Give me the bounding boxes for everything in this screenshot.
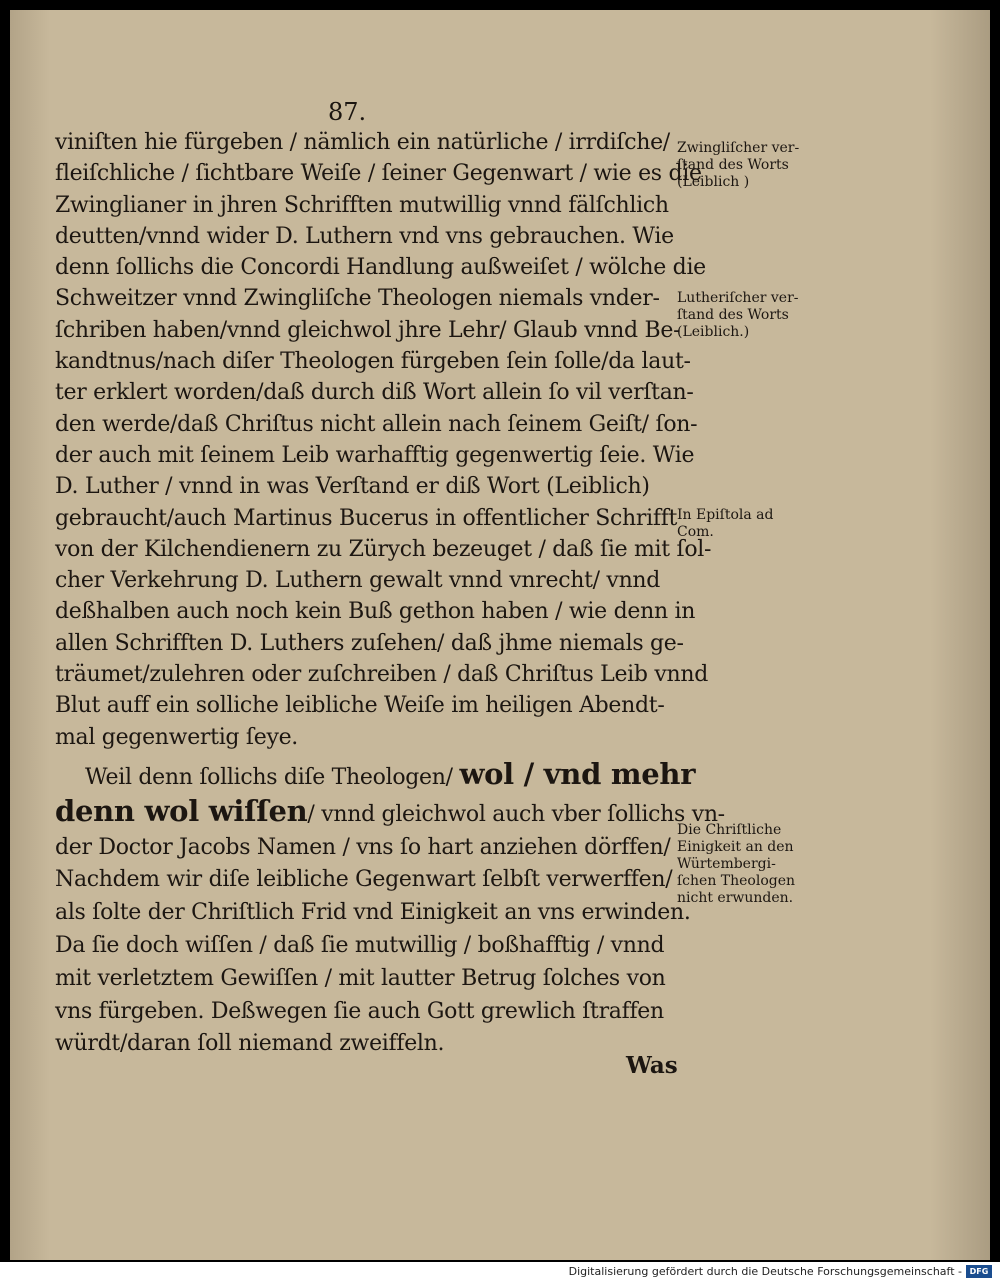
text-line: gebraucht/auch Martinus Bucerus in offentlicher Schrifft [55, 505, 678, 531]
text-line: Da ſie doch wiſſen / daß ſie mutwillig / boßhafftig / vnnd [55, 932, 665, 958]
note-line: (Leiblich.) [677, 324, 750, 340]
note-line: nicht erwunden. [677, 890, 794, 906]
page-number: 87. [328, 98, 367, 126]
note-line: ſtand des Worts [677, 307, 789, 323]
margin-note-unity [677, 822, 827, 907]
paragraph-2 [55, 757, 725, 1061]
text-line: als ſolte der Chriſtlich Frid vnd Einigkeit an vns erwinden. [55, 900, 691, 926]
text-line [55, 757, 696, 795]
text-line: denn ſollichs die Concordi Handlung außweiſet / wölche die [55, 255, 706, 281]
text-line: würdt/daran ſoll niemand zweiffeln. [55, 1031, 445, 1057]
note-line: (Leiblich ) [677, 174, 750, 190]
note-line: Lutheriſcher ver- [677, 290, 799, 306]
text-line: mal gegenwertig ſeye. [55, 724, 299, 750]
note-line: Die Chriſtliche [677, 822, 782, 838]
text-line: allen Schrifften D. Luthers zuſehen/ daß jhme niemals ge- [55, 630, 684, 656]
margin-note-zwinglian [677, 140, 827, 191]
note-line: ſchen Theologen [677, 873, 796, 889]
emphasis-text: denn wol wiſſen [55, 793, 308, 828]
emphasis-text: wol / vnd mehr [459, 757, 696, 791]
text-line: vns fürgeben. Deßwegen ſie auch Gott grewlich ſtraffen [55, 998, 664, 1024]
margin-note-epistola [677, 507, 827, 541]
text-span: / vnnd gleichwol auch vber ſollichs vn- [307, 801, 725, 827]
text-line: deutten/vnnd wider D. Luthern vnd vns gebrauchen. Wie [55, 223, 674, 249]
text-line: von der Kilchendienern zu Zürych bezeuget / daß ſie mit ſol- [55, 536, 712, 562]
footer-bar [0, 1262, 1000, 1282]
text-line: Blut auff ein solliche leibliche Weiſe im heiligen Abendt- [55, 693, 665, 719]
text-line: D. Luther / vnnd in was Verſtand er diß Wort (Leiblich) [55, 474, 650, 500]
margin-note-lutheran [677, 290, 827, 341]
note-line: ſtand des Worts [677, 157, 789, 173]
catchword: Was [626, 1052, 678, 1079]
text-line: kandtnus/nach diſer Theologen fürgeben ſein ſolle/da laut- [55, 349, 691, 375]
text-line: deßhalben auch noch kein Buß gethon haben / wie denn in [55, 599, 696, 625]
note-line: Einigkeit an den [677, 839, 794, 855]
text-span: Weil denn ſollichs diſe Theologen/ [85, 765, 460, 790]
dfg-logo-icon: DFG [966, 1265, 992, 1278]
footer-credit: Digitalisierung gefördert durch die Deutsche Forschungsgemeinschaft - [568, 1265, 962, 1278]
note-line: Com. [677, 524, 714, 540]
text-line: der auch mit ſeinem Leib warhafftig gegenwertig ſeie. Wie [55, 442, 695, 468]
text-line: ſchriben haben/vnnd gleichwol jhre Lehr/ Glaub vnnd Be- [55, 317, 681, 343]
text-line: den werde/daß Chriſtus nicht allein nach ſeinem Geiſt/ ſon- [55, 411, 698, 437]
text-line: cher Verkehrung D. Luthern gewalt vnnd vnrecht/ vnnd [55, 568, 661, 594]
text-line: Nachdem wir diſe leibliche Gegenwart ſelbſt verwerffen/ [55, 867, 673, 893]
text-line: Zwinglianer in jhren Schrifften mutwillig vnnd fälſchlich [55, 192, 669, 218]
text-line: mit verletztem Gewiſſen / mit lautter Betrug ſolches von [55, 965, 666, 991]
text-line: träumet/zulehren oder zuſchreiben / daß Chriſtus Leib vnnd [55, 662, 709, 688]
text-line: Schweitzer vnnd Zwingliſche Theologen niemals vnder- [55, 286, 660, 312]
note-line: Zwingliſcher ver- [677, 140, 800, 156]
note-line: Würtembergi- [677, 856, 776, 872]
text-line: viniſten hie fürgeben / nämlich ein natürliche / irrdiſche/ [55, 130, 670, 155]
text-line: ter erklert worden/daß durch diß Wort allein ſo vil verſtan- [55, 380, 694, 406]
page-shadow-right [930, 10, 990, 1260]
text-line: der Doctor Jacobs Namen / vns ſo hart anziehen dörffen/ [55, 834, 671, 860]
page-shadow-left [10, 10, 50, 1260]
text-line: fleiſchliche / ſichtbare Weiſe / ſeiner Gegenwart / wie es die [55, 161, 702, 187]
note-line: In Epiſtola ad [677, 507, 774, 523]
text-line [55, 793, 725, 832]
